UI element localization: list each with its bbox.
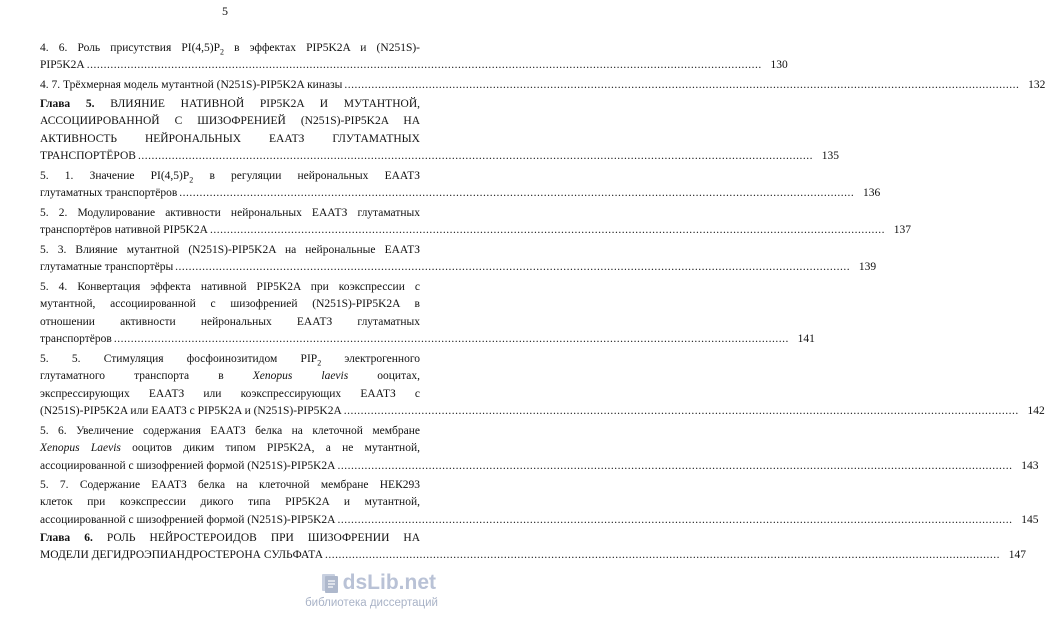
toc-page-number: 145: [1021, 513, 1039, 526]
toc-line: [40, 131, 420, 148]
toc-leader-dots: ........................................................................................................................................................................................................: [337, 513, 1013, 526]
toc-line: [40, 279, 420, 296]
toc-line: [40, 512, 1039, 529]
toc-line-text: АКТИВНОСТЬ НЕЙРОНАЛЬНЫХ ЕААТЗ ГЛУТАМАТНЫХ: [40, 132, 420, 145]
toc-entry[interactable]: [40, 351, 1045, 420]
toc-line: [40, 222, 911, 239]
toc-line: [40, 351, 420, 368]
toc-entry[interactable]: [40, 168, 881, 203]
toc-line: [40, 331, 815, 348]
toc-line-text: МОДЕЛИ ДЕГИДРОЭПИАНДРОСТЕРОНА СУЛЬФАТА: [40, 549, 324, 562]
toc-line: [40, 77, 1045, 94]
toc-leader-dots: ........................................................................................................................................................................................................: [113, 332, 789, 345]
toc-line-text: 5. 4. Конвертация эффекта нативной PIP5K2A при коэкспрессии с: [40, 281, 420, 293]
toc-line-text: Xenopus Laevis ооцитов диким типом PIP5K2A, а не мутантной,: [40, 442, 420, 455]
toc-line-text: транспортёров нативной PIP5K2A: [40, 224, 208, 237]
toc-page-number: 136: [863, 187, 881, 200]
toc-page-number: 147: [1008, 549, 1027, 562]
toc-line: [40, 259, 877, 276]
toc-line-text: ТРАНСПОРТЁРОВ: [40, 149, 136, 162]
watermark-subtitle: библиотека диссертаций: [305, 597, 438, 609]
toc-page-number: 142: [1027, 404, 1045, 417]
toc-entry[interactable]: [40, 477, 1039, 529]
toc-line: [40, 386, 420, 403]
toc-line-text: 5. 1. Значение $PI(4,5)P_2$ в регуляции нейрональных ЕААТЗ: [40, 170, 420, 185]
toc-leader-dots: ........................................................................................................................................................................................................: [137, 149, 813, 162]
toc-line-text: экспрессирующих ЕААТЗ или коэкспрессирующих ЕААТЗ с: [40, 387, 420, 400]
toc-line-text: АССОЦИИРОВАННОЙ С ШИЗОФРЕНИЕЙ (N251S)-PIP5K2A НА: [40, 115, 420, 128]
toc-line: [40, 440, 420, 457]
toc-page-number: 137: [893, 224, 911, 237]
toc-line: [40, 314, 420, 331]
toc-entry[interactable]: [40, 77, 1045, 94]
toc-line-text: мутантной, ассоциированной с шизофренией (N251S)-PIP5K2A в: [40, 298, 420, 311]
toc-page-number: 130: [770, 59, 788, 72]
toc-entry[interactable]: [40, 40, 788, 75]
toc-line: [40, 547, 1027, 564]
toc-line: [40, 494, 420, 511]
toc-line-text: Глава 5. ВЛИЯНИЕ НАТИВНОЙ PIP5K2A И МУТАНТНОЙ,: [40, 98, 420, 110]
toc-line-text: 5. 5. Стимуляция фосфоинозитидом $PIP_2$ электрогенного: [40, 353, 420, 368]
toc-line-text: PIP5K2A: [40, 59, 85, 72]
toc-line-text: 5. 6. Увеличение содержания ЕААТЗ белка на клеточной мембране: [40, 425, 420, 437]
toc-line-text: транспортёров: [40, 332, 112, 345]
toc-line: [40, 205, 420, 222]
toc-leader-dots: ........................................................................................................................................................................................................: [325, 549, 1001, 562]
watermark-title: dsLib.net: [342, 571, 436, 594]
toc-line: [40, 403, 1045, 420]
toc-line-text: глутаматные транспортёры: [40, 261, 174, 274]
toc-line-text: 4. 7. Трёхмерная модель мутантной (N251S)-PIP5K2A киназы: [40, 79, 343, 91]
toc-line: [40, 113, 420, 130]
toc-leader-dots: ........................................................................................................................................................................................................: [175, 261, 851, 274]
toc-entry[interactable]: [40, 242, 877, 277]
toc-entry[interactable]: [40, 423, 1039, 475]
toc-line-text: 5. 2. Модулирование активности нейрональных ЕААТЗ глутаматных: [40, 207, 420, 219]
toc-line: [40, 296, 420, 313]
page-number: 5: [222, 4, 228, 18]
toc-page-number: 139: [858, 261, 877, 274]
watermark-logo: [320, 571, 436, 595]
toc-line-text: 5. 3. Влияние мутантной (N251S)-PIP5K2A на нейрональные ЕААТЗ: [40, 244, 420, 256]
toc-line: [40, 368, 420, 385]
toc-leader-dots: ........................................................................................................................................................................................................: [179, 187, 855, 200]
toc-entry[interactable]: [40, 279, 815, 348]
toc-line: [40, 530, 420, 547]
toc-leader-dots: ........................................................................................................................................................................................................: [337, 459, 1013, 472]
toc-line: [40, 185, 881, 202]
toc-line-text: (N251S)-PIP5K2A или ЕААТЗ с PIP5K2A и (N251S)-PIP5K2A: [40, 404, 342, 417]
toc-page-number: 135: [821, 149, 839, 162]
toc-line-text: Глава 6. РОЛЬ НЕЙРОСТЕРОИДОВ ПРИ ШИЗОФРЕНИИ НА: [40, 532, 421, 544]
toc-leader-dots: ........................................................................................................................................................................................................: [343, 404, 1019, 417]
toc-line-text: 5. 7. Содержание ЕААТЗ белка на клеточной мембране НЕК293: [40, 479, 420, 491]
toc-line-text: ассоциированной с шизофренией формой (N251S)-PIP5K2A: [40, 513, 336, 526]
toc-page-number: 143: [1021, 459, 1039, 472]
toc-line-text: клеток при коэкспрессии дикого типа PIP5K2A и мутантной,: [40, 496, 420, 509]
toc-leader-dots: ........................................................................................................................................................................................................: [86, 59, 762, 72]
toc-line: [40, 57, 788, 74]
toc-line: [40, 168, 420, 185]
toc-line-text: глутаматного транспорта в Xenopus laevis ооцитах,: [40, 370, 420, 383]
book-icon: [320, 572, 340, 594]
toc-chapter[interactable]: [40, 530, 1027, 565]
watermark: [294, 571, 444, 615]
toc-line: [40, 96, 420, 113]
toc-line-text: отношении активности нейрональных ЕААТЗ глутаматных: [40, 315, 420, 328]
toc-page-number: 132: [1028, 79, 1045, 91]
toc-line-text: 4. 6. Роль присутствия $PI(4,5)P_2$ в эффектах PIP5K2A и (N251S)-: [40, 42, 420, 57]
toc-line: [40, 477, 420, 494]
toc-line-text: ассоциированной с шизофренией формой (N251S)-PIP5K2A: [40, 459, 336, 472]
toc-leader-dots: ........................................................................................................................................................................................................: [209, 224, 885, 237]
toc-page-number: 141: [797, 332, 815, 345]
toc-line: [40, 458, 1039, 475]
toc-line: [40, 242, 420, 259]
toc-line-text: глутаматных транспортёров: [40, 187, 178, 200]
toc-line: [40, 423, 420, 440]
toc-leader-dots: ........................................................................................................................................................................................................: [344, 79, 1020, 91]
toc-entry[interactable]: [40, 205, 911, 240]
toc-chapter[interactable]: [40, 96, 839, 165]
toc-line: [40, 40, 420, 57]
toc-line: [40, 148, 839, 165]
